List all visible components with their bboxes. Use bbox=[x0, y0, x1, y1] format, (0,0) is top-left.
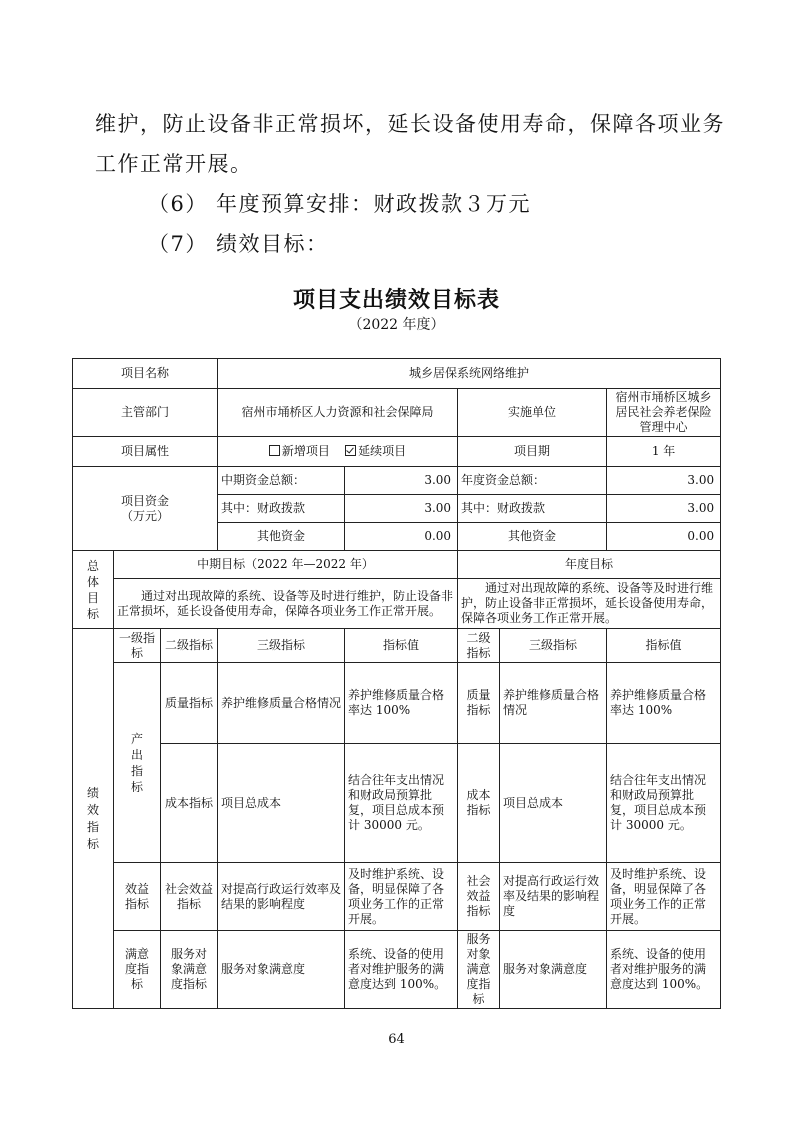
mid-total-value: 3.00 bbox=[345, 467, 458, 495]
social-label-mid: 社会效益指标 bbox=[161, 863, 218, 931]
other-year-value: 0.00 bbox=[607, 523, 721, 551]
service-val-year: 系统、设备的使用者对维护服务的满意度达到 100%。 bbox=[607, 931, 721, 1009]
checked-box-icon bbox=[345, 445, 356, 456]
mid-goal-label: 中期目标（2022 年—2022 年） bbox=[114, 551, 458, 579]
social-val-mid: 及时维护系统、设备，明显保障了各项业务工作的正常开展。 bbox=[345, 863, 458, 931]
mid-goal-text: 通过对出现故障的系统、设备等及时进行维护，防止设备非正常损坏，延长设备使用寿命，保障各项业务工作正常开展。 bbox=[114, 579, 458, 629]
performance-target-table bbox=[72, 358, 721, 1009]
perf-indicator-label: 绩效指标 bbox=[73, 629, 114, 1009]
header-value-mid: 指标值 bbox=[345, 629, 458, 663]
body-paragraph-line-1: 维护，防止设备非正常损坏，延长设备使用寿命，保障各项业务 bbox=[95, 112, 725, 136]
year-total-label: 年度资金总额： bbox=[458, 467, 607, 495]
service-label-mid: 服务对象满意度指标 bbox=[161, 931, 218, 1009]
other-label-mid: 其他资金 bbox=[218, 523, 345, 551]
fiscal-label-year: 其中：财政拨款 bbox=[458, 495, 607, 523]
quality-label-year: 质量指标 bbox=[458, 663, 500, 744]
social-val-year: 及时维护系统、设备，明显保障了各项业务工作的正常开展。 bbox=[607, 863, 721, 931]
unchecked-box-icon bbox=[269, 445, 280, 456]
cost-label-year: 成本指标 bbox=[458, 744, 500, 863]
page-number: 64 bbox=[388, 1032, 405, 1047]
quality-label-mid: 质量指标 bbox=[161, 663, 218, 744]
quality-val-mid: 养护维修质量合格率达 100% bbox=[345, 663, 458, 744]
year-goal-text: 通过对出现故障的系统、设备等及时进行维护，防止设备非正常损坏，延长设备使用寿命，保障各项业务工作正常开展。 bbox=[458, 579, 721, 629]
other-mid-value: 0.00 bbox=[345, 523, 458, 551]
service-l3-mid: 服务对象满意度 bbox=[218, 931, 345, 1009]
attr-cont-label: 延续项目 bbox=[358, 444, 407, 458]
service-label-year: 服务对象满意度指标 bbox=[458, 931, 500, 1009]
cost-val-mid: 结合往年支出情况和财政局预算批复，项目总成本预计 30000 元。 bbox=[345, 744, 458, 863]
social-l3-mid: 对提高行政运行效率及结果的影响程度 bbox=[218, 863, 345, 931]
fiscal-mid-value: 3.00 bbox=[345, 495, 458, 523]
period-label: 项目期 bbox=[458, 437, 607, 467]
year-total-value: 3.00 bbox=[607, 467, 721, 495]
social-l3-year: 对提高行政运行效率及结果的影响程度 bbox=[500, 863, 607, 931]
cost-val-year: 结合往年支出情况和财政局预算批复，项目总成本预计 30000 元。 bbox=[607, 744, 721, 863]
project-name-value: 城乡居保系统网络维护 bbox=[218, 359, 721, 389]
cost-l3-year: 项目总成本 bbox=[500, 744, 607, 863]
cost-l3-mid: 项目总成本 bbox=[218, 744, 345, 863]
goal-heading-line: （7） 绩效目标： bbox=[148, 232, 329, 256]
attr-new-label: 新增项目 bbox=[281, 444, 330, 458]
header-level2: 二级指标 bbox=[161, 629, 218, 663]
service-val-mid: 系统、设备的使用者对维护服务的满意度达到 100%。 bbox=[345, 931, 458, 1009]
dept-value: 宿州市埇桥区人力资源和社会保障局 bbox=[218, 389, 458, 437]
period-value: 1 年 bbox=[607, 437, 721, 467]
header-value-year: 指标值 bbox=[607, 629, 721, 663]
impl-value: 宿州市埇桥区城乡居民社会养老保险管理中心 bbox=[607, 389, 721, 437]
project-name-label: 项目名称 bbox=[73, 359, 218, 389]
table-subtitle: （2022 年度） bbox=[348, 317, 445, 333]
quality-l3-mid: 养护维修质量合格情况 bbox=[218, 663, 345, 744]
fiscal-year-value: 3.00 bbox=[607, 495, 721, 523]
overall-goal-label: 总体目标 bbox=[73, 551, 114, 629]
table-title: 项目支出绩效目标表 bbox=[292, 288, 500, 313]
quality-val-year: 养护维修质量合格率达 100% bbox=[607, 663, 721, 744]
dept-label: 主管部门 bbox=[73, 389, 218, 437]
body-paragraph-line-2: 工作正常开展。 bbox=[95, 152, 253, 176]
budget-line: （6） 年度预算安排：财政拨款３万元 bbox=[148, 192, 532, 216]
header-level3-year: 三级指标 bbox=[500, 629, 607, 663]
output-indicator-label: 产出指标 bbox=[114, 663, 161, 863]
header-level1: 一级指标 bbox=[114, 629, 161, 663]
other-label-year: 其他资金 bbox=[458, 523, 607, 551]
satisfaction-indicator-label: 满意度指标 bbox=[114, 931, 161, 1009]
header-level2-year: 二级指标 bbox=[458, 629, 500, 663]
benefit-indicator-label: 效益指标 bbox=[114, 863, 161, 931]
quality-l3-year: 养护维修质量合格情况 bbox=[500, 663, 607, 744]
attr-label: 项目属性 bbox=[73, 437, 218, 467]
service-l3-year: 服务对象满意度 bbox=[500, 931, 607, 1009]
cost-label-mid: 成本指标 bbox=[161, 744, 218, 863]
fiscal-label-mid: 其中：财政拨款 bbox=[218, 495, 345, 523]
header-level3-mid: 三级指标 bbox=[218, 629, 345, 663]
year-goal-label: 年度目标 bbox=[458, 551, 721, 579]
social-label-year: 社会效益指标 bbox=[458, 863, 500, 931]
impl-label: 实施单位 bbox=[458, 389, 607, 437]
fund-label: 项目资金 （万元） bbox=[73, 467, 218, 551]
attr-value bbox=[218, 437, 458, 467]
mid-total-label: 中期资金总额： bbox=[218, 467, 345, 495]
